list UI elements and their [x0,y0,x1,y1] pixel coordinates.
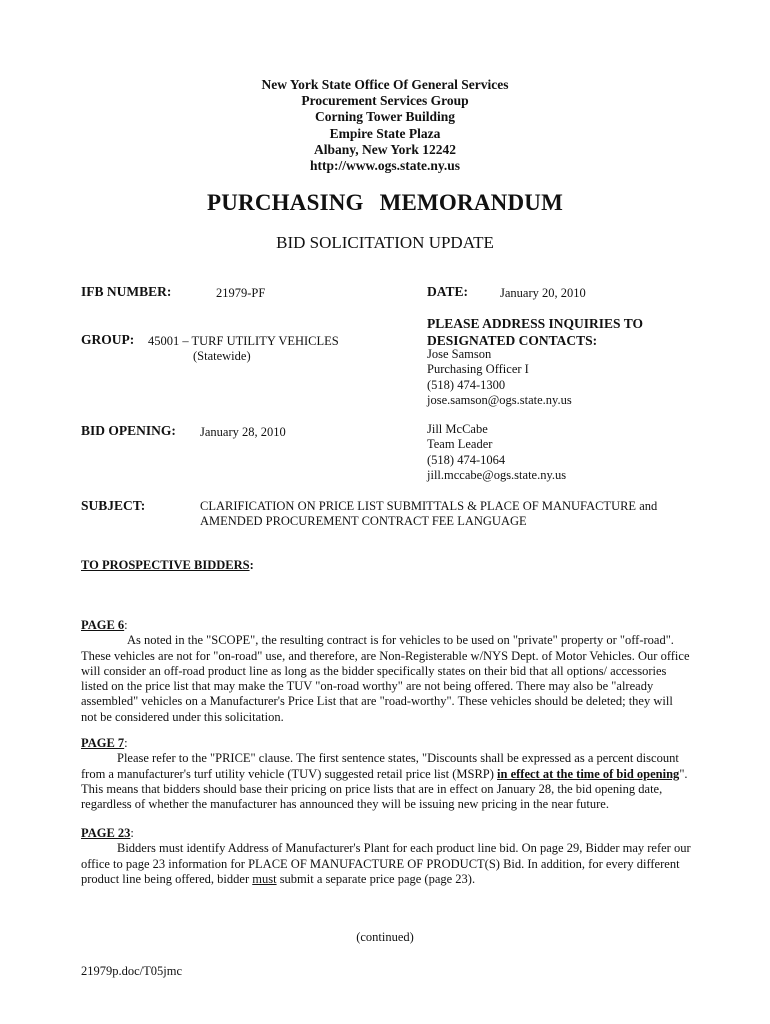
footer-doc-id: 21979p.doc/T05jmc [81,964,183,978]
agency-name: New York State Office Of General Services [261,77,509,92]
contact-1 [427,347,572,409]
to-bidders [81,558,254,573]
contact-2 [427,422,566,484]
subject-text [200,499,657,530]
contact-2-name: Jill McCabe [427,422,488,436]
group-name: Procurement Services Group [301,93,469,109]
contacts-heading [427,315,643,349]
bid-opening-label: BID OPENING: [81,423,176,438]
building: Corning Tower Building [314,109,456,125]
page23-colon: : [130,826,134,840]
page23-emphasis: must [252,871,277,886]
to-bidders-text: TO PROSPECTIVE BIDDERS [81,558,250,572]
city: Albany, New York 12242 [313,141,456,157]
group-scope: (Statewide) [193,349,251,363]
page7-text-a: Please refer to the "PRICE" clause. The first sentence states, "Discounts shall be expressed as a percent discount from a manufacturer's turf utility vehicle (TUV) suggested retail price list (MSRP) [81,751,679,781]
contact-1-email[interactable]: jose.samson@ogs.state.ny.us [427,393,572,408]
page23-heading: PAGE 23 [81,826,131,840]
plaza: Empire State Plaza [329,125,441,141]
letterhead [0,77,770,174]
subject-line-1: CLARIFICATION ON PRICE LIST SUBMITTALS & PLACE OF MANUFACTURE and [200,499,658,513]
page6-section [81,618,691,725]
date-value: January 20, 2010 [500,286,586,300]
bid-opening-value: January 28, 2010 [200,425,286,439]
group-value: 45001 – TURF UTILITY VEHICLES [148,334,339,348]
contact-1-name: Jose Samson [427,347,492,361]
contact-1-title: Purchasing Officer I [427,362,529,377]
date-label: DATE: [427,284,469,299]
page23-text-a: Bidders must identify Address of Manufacturer's Plant for each product line bid. On page 29, Bidder may refer our office to page 23 information for PLACE OF MANUFACTURE OF PRODUCT(S) Bid. In addition, for every different product line being offered, bidder [81,841,691,886]
contacts-heading-line2: DESIGNATED CONTACTS: [427,333,598,348]
group-label: GROUP: [81,332,135,347]
page6-text: As noted in the "SCOPE", the resulting contract is for vehicles to be used on "private" property or "off-road". These vehicles are not for "on-road" use, and therefore, are Non-Registerable w/NYS Dept. of Motor Vehicles. Our office will consider an off-road product line as long as the bidder specifically states on their bid that all options/ accessories listed on the price list that may make the TUV "on-road worthy" are not being offered. There may also be "already assembled" vehicles on a Manufacturer's Price List that are "road-worthy". These vehicles should be deleted; they will not be considered under this solicitation. [81,633,690,724]
page23-section [81,826,691,887]
contact-1-phone: (518) 474-1300 [427,377,506,392]
page23-text-b: submit a separate price page (page 23). [276,871,476,886]
ifb-label: IFB NUMBER: [81,284,172,299]
contact-2-phone: (518) 474-1064 [427,452,506,467]
to-bidders-colon: : [249,558,254,572]
ifb-value: 21979-PF [216,286,266,300]
page7-section [81,736,691,812]
page6-colon: : [124,618,128,632]
memo-subtitle: BID SOLICITATION UPDATE [276,233,494,252]
subject-label: SUBJECT: [81,498,146,513]
page6-heading: PAGE 6 [81,618,125,632]
page7-colon: : [124,736,128,750]
contact-2-email[interactable]: jill.mccabe@ogs.state.ny.us [427,468,567,483]
continued-note: (continued) [356,930,414,944]
page7-emphasis: in effect at the time of bid opening [497,766,680,781]
subject-line-2: AMENDED PROCUREMENT CONTRACT FEE LANGUAGE [200,514,527,529]
page7-heading: PAGE 7 [81,736,125,750]
memo-title: PURCHASING MEMORANDUM [207,190,563,215]
page7-text-b: ". This means that bidders should base their pricing on price lists that are in effect on January 28, the bid opening date, regardless of whether the manufacturer has announced they will be issuing new pricing in the near future. [81,766,688,812]
contact-2-title: Team Leader [427,437,493,452]
website: http://www.ogs.state.ny.us [309,158,461,174]
contacts-heading-line1: PLEASE ADDRESS INQUIRIES TO [427,316,643,331]
